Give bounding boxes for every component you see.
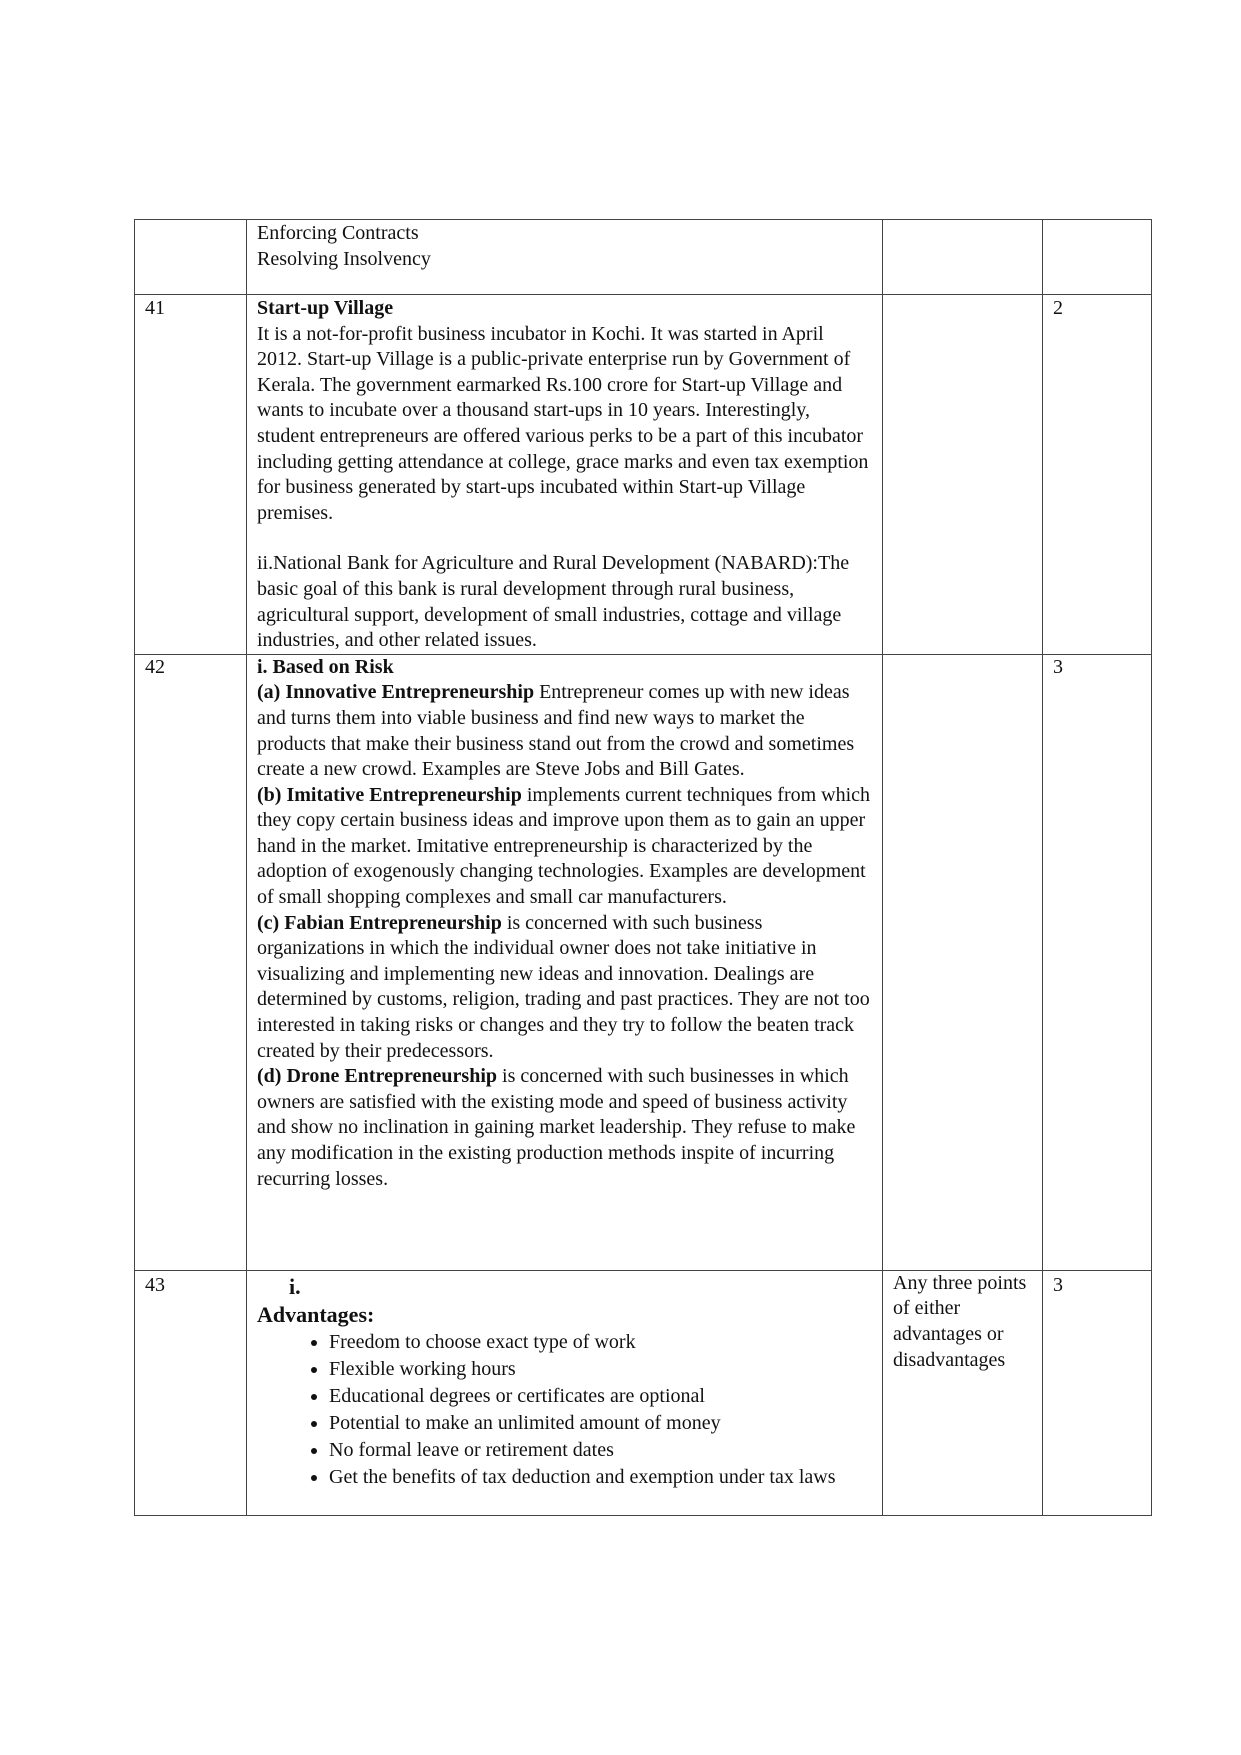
list-item: • No formal leave or retirement dates — [329, 1437, 872, 1464]
answer-line: Enforcing Contracts — [257, 222, 419, 244]
question-number: 41 — [135, 295, 247, 655]
answer-paragraph: ii.National Bank for Agriculture and Rural Development (NABARD):The basic goal of this bank is rural development through rural business, agricultural support, development of small industries, cottage and village industries, and other related issues. — [257, 552, 850, 652]
answer-heading: Start-up Village — [257, 297, 394, 319]
answer-paragraph: It is a not-for-profit business incubator in Kochi. It was started in April 2012. Start-up Village is a public-private enterprise run by Government of Kerala. The government earmarked Rs.100 crore for Start-up Village and wants to incubate over a thousand start-ups in 10 years. Interestingly, student entrepreneurs are offered various perks to be a part of this incubator including getting attendance at college, grace marks and even tax exemption for business generated by start-ups incubated within Start-up Village premises. — [257, 322, 869, 524]
answer-item: (b) Imitative Entrepreneurship implements current techniques from which they copy certain business ideas and improve upon them as to gain an upper hand in the market. Imitative entrepreneurship is characterized by the adoption of exogenously changing technologies. Examples are development of small shopping complexes and small car manufacturers. — [257, 783, 871, 909]
list-item: • Freedom to choose exact type of work — [329, 1329, 872, 1356]
answer-cell — [247, 1270, 883, 1515]
term-label: (a) Innovative Entrepreneurship — [257, 681, 535, 704]
remarks-note: Any three points of either advantages or disadvantages — [883, 1270, 1043, 1515]
answer-item: (a) Innovative Entrepreneurship Entrepreneur comes up with new ideas and turns them into viable business and find new ways to market the products that make their business stand out from the crowd and sometimes create a new crowd. Examples are Steve Jobs and Bill Gates. — [257, 681, 855, 781]
term-label: (b) Imitative Entrepreneurship — [257, 783, 522, 806]
marks-value: 2 — [1043, 295, 1152, 655]
answer-line: Resolving Insolvency — [257, 247, 431, 270]
remarks-cell — [883, 220, 1043, 295]
remarks-cell — [883, 654, 1043, 1270]
advantages-list — [257, 1329, 872, 1491]
sub-question-label: i. — [289, 1273, 301, 1299]
table-row-42 — [135, 654, 1152, 1270]
answer-heading: Advantages: — [257, 1301, 375, 1327]
list-item: • Get the benefits of tax deduction and exemption under tax laws — [329, 1464, 872, 1491]
question-number: 43 — [135, 1270, 247, 1515]
marks-value: 3 — [1043, 654, 1152, 1270]
question-number-cell — [135, 220, 247, 295]
marks-value: 3 — [1043, 1270, 1152, 1515]
list-item: • Educational degrees or certificates are optional — [329, 1383, 872, 1410]
list-item: • Potential to make an unlimited amount of money — [329, 1410, 872, 1437]
remarks-cell — [883, 295, 1043, 655]
answer-cell — [247, 220, 883, 295]
table-row-continued — [135, 220, 1152, 295]
list-item: • Flexible working hours — [329, 1356, 872, 1383]
table-row-41 — [135, 295, 1152, 655]
answer-cell — [247, 654, 883, 1270]
term-label: (c) Fabian Entrepreneurship — [257, 911, 502, 934]
answer-key-table — [134, 219, 1152, 1516]
answer-cell — [247, 295, 883, 655]
answer-item: (c) Fabian Entrepreneurship is concerned with such business organizations in which the individual owner does not take initiative in visualizing and implementing new ideas and innovation. Dealings are determined by customs, religion, trading and past practices. They are not too interested in taking risks or changes and they try to follow the beaten track created by their predecessors. — [257, 911, 870, 1062]
answer-item: (d) Drone Entrepreneurship is concerned with such businesses in which owners are satisfied with the existing mode and speed of business activity and show no inclination in gaining market leadership. They refuse to make any modification in the existing production methods inspite of incurring recurring losses. — [257, 1065, 856, 1190]
answer-heading: i. Based on Risk — [257, 655, 394, 678]
table-row-43 — [135, 1270, 1152, 1515]
term-label: (d) Drone Entrepreneurship — [257, 1065, 498, 1088]
marks-cell — [1043, 220, 1152, 295]
question-number: 42 — [135, 654, 247, 1270]
